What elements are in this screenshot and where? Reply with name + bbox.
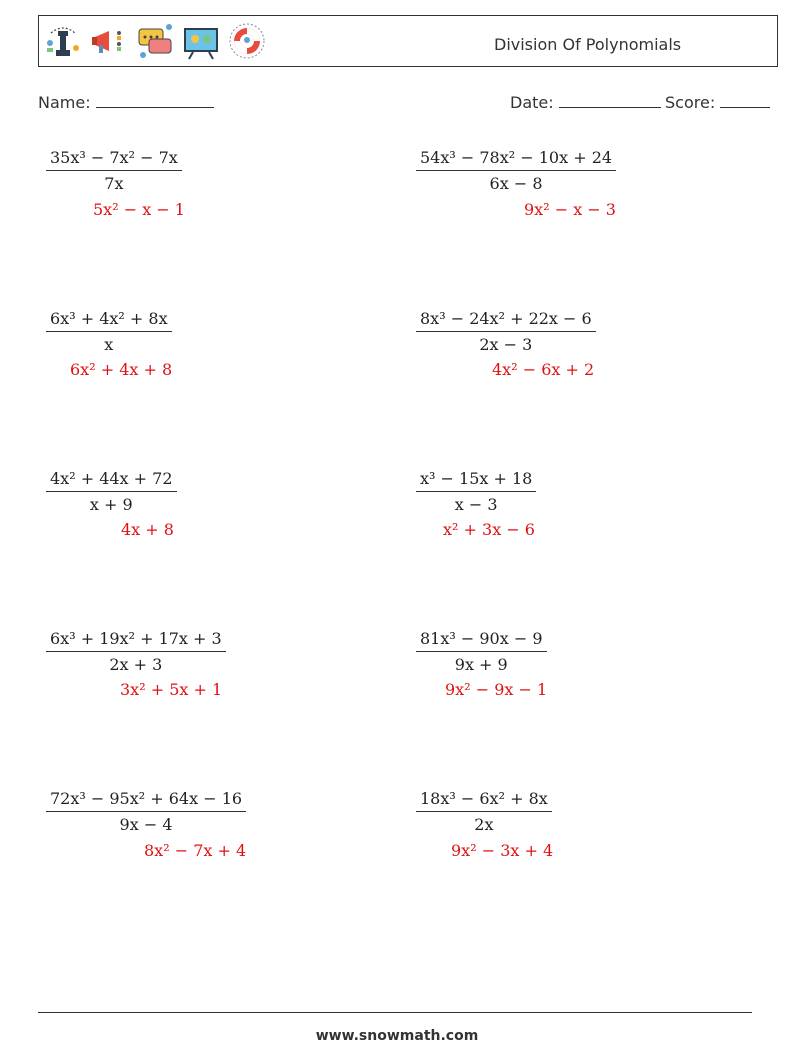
numerator: 35x³ − 7x² − 7x	[46, 148, 182, 171]
chat-bubbles-icon	[135, 21, 175, 61]
problem-3	[46, 309, 172, 354]
footer-url[interactable]: www.snowmath.com	[315, 1028, 479, 1044]
megaphone-icon	[89, 21, 129, 61]
problem-9	[46, 789, 246, 834]
problem-1	[46, 148, 182, 193]
numerator: 18x³ − 6x² + 8x	[416, 789, 552, 812]
answer-1: 5x² − x − 1	[93, 200, 185, 219]
numerator: x³ − 15x + 18	[416, 469, 536, 492]
problem-7	[46, 629, 226, 674]
denominator: 2x − 3	[479, 335, 533, 354]
answer-2: 9x² − x − 3	[524, 200, 616, 219]
answer-8: 9x² − 9x − 1	[445, 680, 548, 699]
name-label: Name:	[38, 93, 91, 112]
numerator: 8x³ − 24x² + 22x − 6	[416, 309, 596, 332]
answer-6: x² + 3x − 6	[443, 520, 535, 539]
answer-9: 8x² − 7x + 4	[144, 841, 247, 860]
answer-10: 9x² − 3x + 4	[451, 841, 554, 860]
numerator: 6x³ + 19x² + 17x + 3	[46, 629, 226, 652]
problem-10	[416, 789, 552, 834]
numerator: 81x³ − 90x − 9	[416, 629, 547, 652]
answer-5: 4x + 8	[121, 520, 174, 539]
header-box	[38, 15, 778, 67]
score-label: Score:	[665, 93, 716, 112]
answer-4: 4x² − 6x + 2	[492, 360, 595, 379]
answer-3: 6x² + 4x + 8	[70, 360, 173, 379]
score-field	[665, 93, 770, 112]
score-blank	[720, 93, 770, 108]
denominator: 7x	[104, 174, 124, 193]
problem-8	[416, 629, 547, 674]
numerator: 6x³ + 4x² + 8x	[46, 309, 172, 332]
denominator: x − 3	[454, 495, 498, 514]
name-blank	[96, 93, 214, 108]
chess-rook-icon	[43, 21, 83, 61]
denominator: 2x	[474, 815, 494, 834]
denominator: 9x − 4	[119, 815, 173, 834]
numerator: 4x² + 44x + 72	[46, 469, 177, 492]
denominator: 6x − 8	[489, 174, 543, 193]
date-blank	[559, 93, 661, 108]
problem-4	[416, 309, 596, 354]
presentation-board-icon	[181, 21, 221, 61]
denominator: 9x + 9	[454, 655, 508, 674]
date-label: Date:	[510, 93, 554, 112]
denominator: 2x + 3	[109, 655, 163, 674]
icon-strip	[43, 21, 267, 61]
denominator: x	[104, 335, 114, 354]
lifebuoy-icon	[227, 21, 267, 61]
numerator: 72x³ − 95x² + 64x − 16	[46, 789, 246, 812]
name-field	[38, 93, 214, 112]
denominator: x + 9	[89, 495, 133, 514]
answer-7: 3x² + 5x + 1	[120, 680, 223, 699]
footer-divider	[38, 1012, 752, 1013]
problem-2	[416, 148, 616, 193]
page-title: Division Of Polynomials	[494, 35, 682, 54]
date-field	[510, 93, 661, 112]
problem-6	[416, 469, 536, 514]
problem-5	[46, 469, 177, 514]
numerator: 54x³ − 78x² − 10x + 24	[416, 148, 616, 171]
